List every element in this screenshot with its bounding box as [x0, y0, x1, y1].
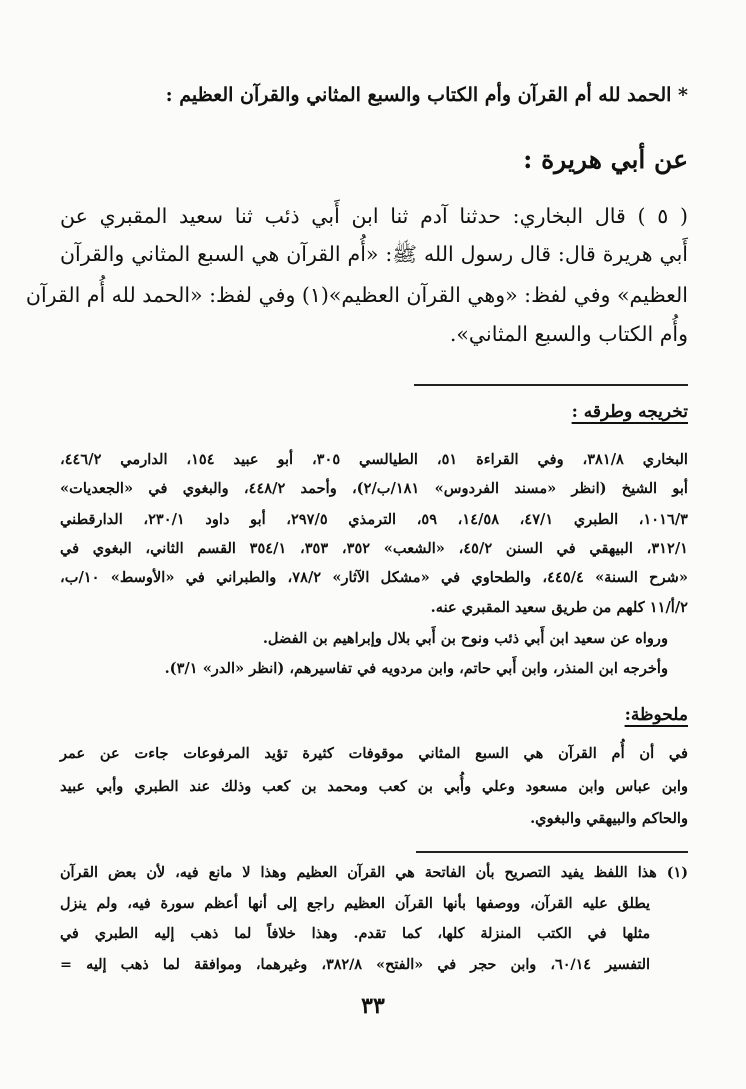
- takhrij-line-4: ٣١٢/١، البيهقي في السنن ٤٥/٢، «الشعب» ٣٥٢، ٣٥٣، ٣٥٤/١ القسم الثاني، البغوي في: [60, 540, 688, 557]
- takhrij-line-1: البخاري ٣٨١/٨، وفي القراءة ٥١، الطيالسي ٣٠٥، أبو عبيد ١٥٤، الدارمي ٤٤٦/٢،: [60, 451, 688, 468]
- hadith-line-2: أَبي هريرة قال: قال رسول الله ﷺ: «أُم القرآن هي السبع المثاني والقرآن: [60, 242, 688, 266]
- hadith-line-3: العظيم» وفي لفظ: «وهي القرآن العظيم»(١) وفي لفظ: «الحمد لله أُم القرآن: [25, 283, 688, 307]
- takhrij-line-6: ٢/أ/١١ كلهم من طريق سعيد المقبري عنه.: [430, 599, 688, 616]
- takhrij-line-2: أبو الشيخ (انظر «مسند الفردوس» ١٨١/ب/٢)، وأحمد ٤٤٨/٢، والبغوي في «الجعديات»: [60, 480, 688, 497]
- page-number: ٣٣: [361, 993, 385, 1019]
- footnote-line-4: التفسير ٦٠/١٤، وابن حجر في «الفتح» ٣٨٢/٨، وغيرهما، وموافقة لما ذهب إليه =: [60, 957, 650, 973]
- note-line-2: وابن عباس وابن مسعود وعلي وأُبي بن كعب ومحمد بن كعب وذلك عند الطبري وأبي عبيد: [60, 778, 688, 795]
- takhrij-line-5: «شرح السنة» ٤٤٥/٤، والطحاوي في «مشكل الآثار» ٧٨/٢، والطبراني في «الأوسط» ١٠/ب،: [60, 569, 688, 586]
- takhrij-line-3: ١٠١٦/٣، الطبري ٤٧/١، ١٤/٥٨، ٥٩، الترمذي ٢٩٧/٥، أبو داود ٢٣٠/١، الدارقطني: [60, 511, 688, 528]
- section-heading: * الحمد لله أم القرآن وأم الكتاب والسبع المثاني والقرآن العظيم :: [165, 84, 688, 106]
- note-line-1: في أن أُم القرآن هي السبع المثاني موقوفات كثيرة تؤيد المرفوعات جاءت عن عمر: [60, 745, 688, 762]
- note-line-3: والحاكم والبيهقي والبغوي.: [530, 810, 688, 827]
- footnote-divider: [416, 851, 688, 853]
- narrator-title: عن أبي هريرة :: [523, 145, 688, 174]
- hadith-line-1: ( ٥ ) قال البخاري: حدثنا آدم ثنا ابن أَبي ذئب ثنا سعيد المقبري عن: [60, 204, 688, 228]
- takhrij-line-8: وأخرجه ابن المنذر، وابن أَبي حاتم، وابن مردويه في تفاسيرهم، (انظر «الدر» ٣/١).: [164, 660, 668, 677]
- section-divider: [414, 384, 688, 386]
- hadith-line-4: وأُم الكتاب والسبع المثاني».: [449, 322, 688, 346]
- takhrij-label: تخريجه وطرقه :: [571, 402, 688, 422]
- takhrij-line-7: ورواه عن سعيد ابن أَبي ذئب ونوح بن أَبي بلال وإبراهيم بن الفضل.: [262, 630, 668, 647]
- footnote-line-2: يطلق عليه القرآن، ووصفها بأنها القرآن العظيم راجع إلى أنها أعظم سورة فيه، ولم ينزل: [60, 896, 650, 912]
- footnote-line-3: مثلها في الكتب المنزلة كلها، كما تقدم. وهذا خلافاً لما ذهب إليه الطبري في: [60, 926, 650, 942]
- footnote-line-1: (١) هذا اللفظ يفيد التصريح بأن الفاتحة هي القرآن العظيم وهذا لا مانع فيه، لأن بعض القرآن: [60, 865, 688, 881]
- note-label: ملحوظة:: [624, 705, 688, 725]
